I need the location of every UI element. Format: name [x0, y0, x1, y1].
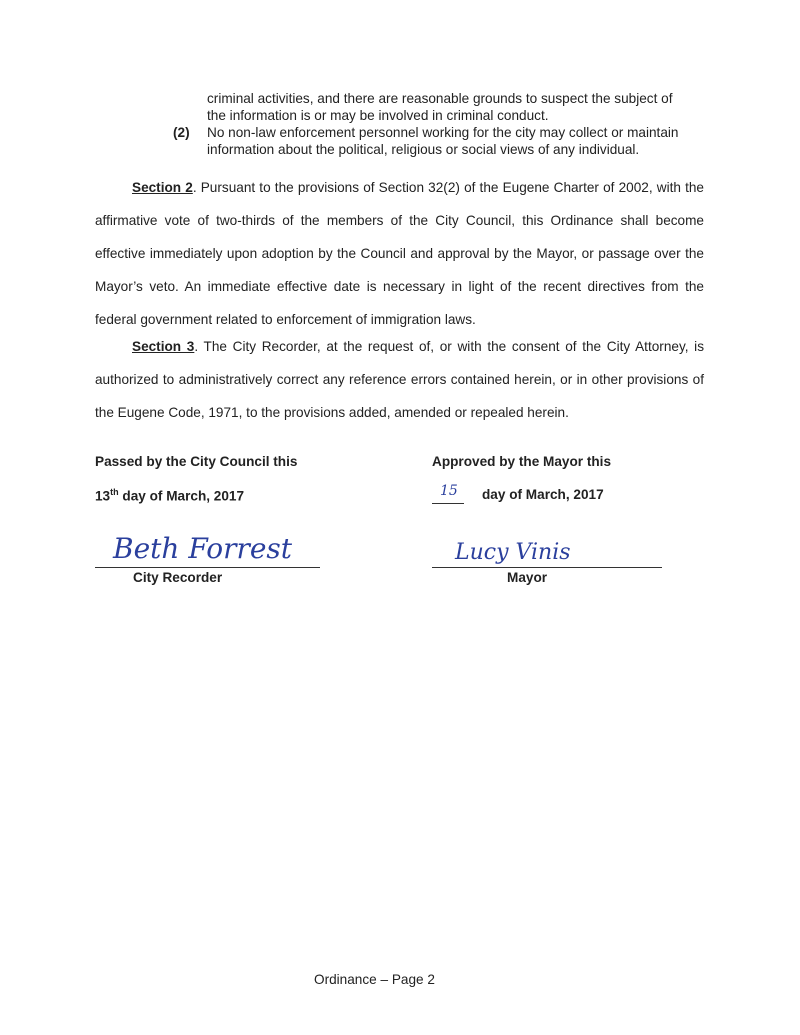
section-3-text: . The City Recorder, at the request of, or with the consent of the City Attorney, is authorized to administratively correct any reference errors contained herein, or in other provisions of the Eugene Code, 1971, to the provisions added, amended or repealed herein. — [95, 339, 705, 420]
continued-line-1: criminal activities, and there are reasonable grounds to suspect the subject of — [207, 91, 673, 106]
passed-day-number: 13 — [95, 488, 111, 504]
mayor-signature-line — [432, 567, 662, 568]
page-footer: Ordinance – Page 2 — [314, 972, 435, 987]
section-2-text: . Pursuant to the provisions of Section 32(2) of the Eugene Charter of 2002, with the affirmative vote of two-thirds of the members of the City Council, this Ordinance shall become effective immediately upon adoption by the Council and approval by the Mayor, or passage over the Mayor’s veto. An immediate effective date is necessary in light of the recent directives from the federal government related to enforcement of immigration laws. — [95, 180, 704, 327]
continued-subsection — [207, 90, 707, 124]
passed-title: Passed by the City Council this — [95, 454, 298, 469]
section-3-heading: Section 3 — [132, 339, 195, 354]
passed-day-suffix: th — [110, 487, 119, 497]
recorder-title: City Recorder — [133, 570, 223, 585]
passed-date-rest: day of March, 2017 — [118, 488, 245, 504]
passed-date — [95, 487, 244, 504]
item-2-text — [207, 124, 707, 158]
mayor-signature: Lucy Vinis — [455, 540, 571, 565]
handwritten-day: 15 — [440, 483, 458, 499]
approved-day-blank — [432, 483, 464, 504]
item-2-line-1: No non-law enforcement personnel working for the city may collect or maintain — [207, 125, 679, 140]
item-2-line-2: information about the political, religious or social views of any individual. — [207, 142, 640, 157]
day-blank-line — [432, 503, 464, 504]
continued-line-2: the information is or may be involved in criminal conduct. — [207, 108, 549, 123]
section-3-paragraph — [95, 330, 704, 429]
section-2-heading: Section 2 — [132, 180, 193, 195]
approved-title: Approved by the Mayor this — [432, 454, 612, 469]
mayor-title: Mayor — [507, 570, 548, 585]
section-2-paragraph — [95, 171, 704, 336]
recorder-signature: Beth Forrest — [113, 532, 293, 565]
recorder-signature-line — [95, 567, 320, 568]
approved-date-rest: day of March, 2017 — [482, 487, 604, 502]
item-2-label: (2) — [173, 125, 190, 140]
